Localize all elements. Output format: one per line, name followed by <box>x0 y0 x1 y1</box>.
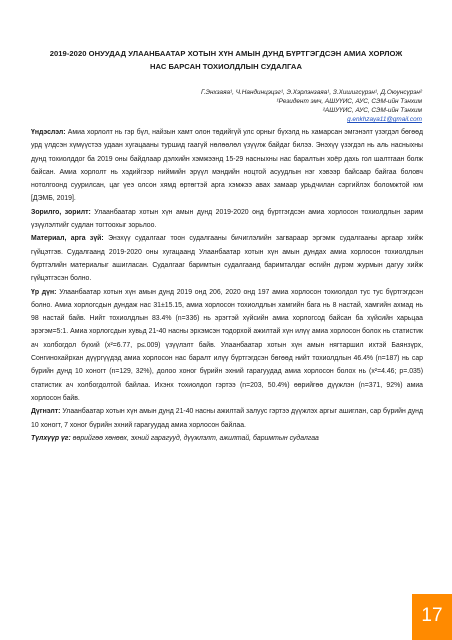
conclusion-paragraph <box>31 405 423 432</box>
affiliation-1: ¹Резидент эмч, АШУҮИС, АУС, СЭМ-ийн Тэнхим <box>276 98 422 105</box>
author-email-link[interactable]: g.enkhzaya11@gmail.com <box>347 116 422 123</box>
affiliation-2: ²АШУҮИС, АУС, СЭМ-ийн Тэнхим <box>322 107 422 114</box>
authors-block <box>42 88 422 124</box>
goal-text: Улаанбаатар хотын хүн амын дунд 2019-2020 онд бүртгэгдсэн амиа хорлосон тохиолдлын зарим үзүүлэлтийг судлан тогтоохыг зорьлоо. <box>31 208 423 230</box>
method-text: Энэхүү судалгааг тоон судалгааны бичиглэлийн загвараар эргэмж судалгааны аргаар хийж гүйцэтгэв. Судалгаанд 2019-2020 оны хугацаанд Улаанбаатар хотын хүн амын дундах амиа хорлосон тохиолдлын бүртгэлийн материалыг ашигласан. Судалгааг баримтын судалгаанд баримталдаг өсгийн дүрэм журмын дагуу хийж гүйцэтгэсэн болно. <box>31 235 423 283</box>
author-list: Г.Энхзаяа¹, Ч.Нандинцэцэг¹, Э.Хэрлэнзаяа¹, З.Хишигсүрэн¹, Д.Оюунсүрэн² <box>200 89 422 96</box>
goal-paragraph <box>31 206 423 233</box>
result-paragraph <box>31 286 423 406</box>
abstract-body <box>31 126 423 445</box>
method-paragraph <box>31 232 423 285</box>
page-number-badge: 17 <box>412 594 452 640</box>
title-line-2: НАС БАРСАН ТОХИОЛДЛЫН СУДАЛГАА <box>149 62 302 71</box>
intro-paragraph <box>31 126 423 206</box>
result-label: Үр дүн: <box>31 288 57 296</box>
conclusion-text: Улаанбаатар хотын хүн амын дунд 21-40 насны ажилтай залуус гэртээ дүүжлэх аргыг ашиглан, сар бүрийн дунд 10 хоногт, 7 хоног бүрийн эхний гарагуудад амиа хорлосон байлаа. <box>31 408 423 429</box>
intro-label: Үндэслэл: <box>31 129 66 136</box>
intro-text: Амиа хорлолт нь гэр бүл, найзын хамт олон төдийгүй улс орныг бүхэлд нь хамарсан эмгэнэлт үзэгдэл бөгөөд урд үлдсэн хүмүүстээ удаан хугацааны туршид гаагүй нөлөөлөл үзүүлж байдаг билээ. Энэхүү үзэгдэл нь аль насныхны дунд тохиолддог ба 2019 оны байдлаар дэлхийн хэмжээнд 15-29 насныхны нас баралтын хоёр дахь гол шалтгаан болж байсан. Амиа хорлолт нь хэдийгээр ниймийн эрүүл мэндийн ноцтой асуудлын нэг хэвээр байсаар байгаа боловч нотолгоонд суурилсан, цаг үеэ олсон хямд өртөгтэй арга хэмжээ авах замаар урьдчилан сэргийлэх боломжтой юм [ДЭМБ, 2019]. <box>31 129 423 203</box>
result-text: Улаанбаатар хотын хүн амын дунд 2019 онд 206, 2020 онд 197 амиа хорлосон тохиолдол тус тус бүртгэгдсэн болно. Амиа хорлогсдын дундаж нас 31±15.15, амиа хорлосон тохиолдлын хамгийн бага нь 8 настай, хамгийн ахмад нь 98 настай байв. Нийт тохиолдлын 83.4% (n=336) нь эрэгтэй хүйсийн амиа хорлогсод байсан ба хүйсийн харьцаа эрэгэм=5:1. Амиа хорлогсдын хувьд 21-40 насны эрхэмсэн тодорхой ажилтай хүн илүү амиа хорлосон болох нь статистик ач холбогдол бүхий (x²=6.77, p≤.009) үзүүлэлт байв. Улаанбаатар хотын хүн амын нягтаршил ихтэй Баянзүрх, Сонгинохайрхан дүүргүүдэд амиа хорлосон нас баралт илүү бүртгэгдсэн бөгөөд нийт тохиолдлын 46.4% (n=187) нь сар бүрийн дунд 10 хоногт (n=129, 32%), долоо хоног бүрийн эхний гарагуудад амиа хорлосон болох нь (x²=4.46; p=.035) статистик ач холбогдолтой байлаа. Ихэнх тохиолдол гэртээ (n=203, 50.4%) өөрийгөө дүүжлэн (n=371, 92%) амиа хорлосон байв. <box>31 288 424 402</box>
keywords-label: Түлхүүр үг: <box>31 434 71 442</box>
goal-label: Зорилго, зорилт: <box>31 208 91 216</box>
title-line-1: 2019-2020 ОНУУДАД УЛААНБААТАР ХОТЫН ХҮН АМЫН ДУНД БҮРТГЭГДСЭН АМИА ХОРЛОЖ <box>49 49 403 58</box>
conclusion-label: Дүгнэлт: <box>31 408 61 416</box>
keywords-paragraph <box>31 432 423 445</box>
method-label: Материал, арга зүй: <box>31 235 104 243</box>
paper-title <box>30 47 422 73</box>
keywords-text: өөрийгөө хөнөөх, эхний гарагууд, дүүжлэлт, ажилтай, баримтын судалгаа <box>70 434 319 442</box>
